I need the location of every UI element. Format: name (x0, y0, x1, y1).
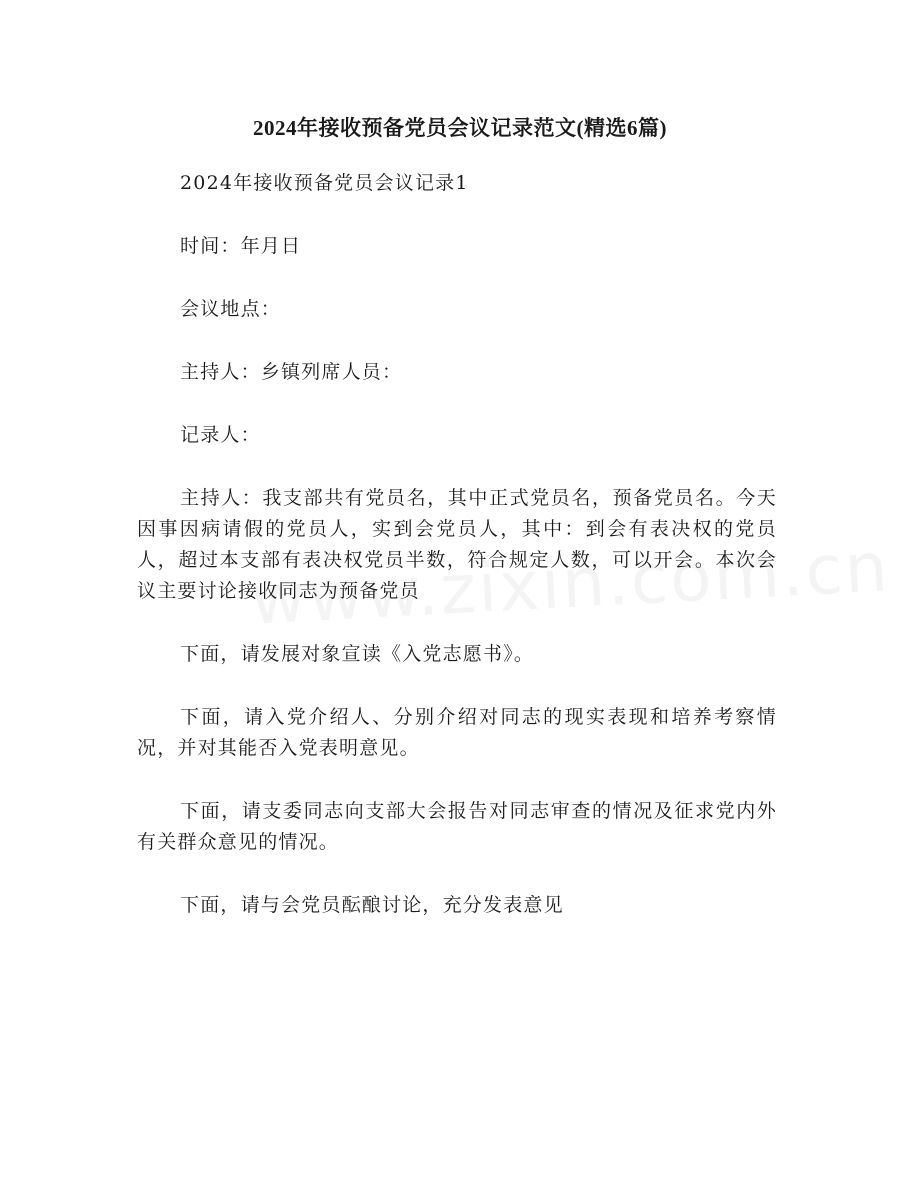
document-body (137, 168, 777, 953)
paragraph-host: 主持人：乡镇列席人员： (180, 361, 403, 383)
paragraph-discussion: 下面，请与会党员酝酿讨论，充分发表意见 (180, 894, 564, 916)
paragraph-committee-report: 下面，请支委同志向支部大会报告对同志审查的情况及征求党内外有关群众意见的情况。 (137, 800, 777, 853)
document-title: 2024年接收预备党员会议记录范文(精选6篇) (253, 116, 667, 140)
paragraph-introducers: 下面，请入党介绍人、分别介绍对同志的现实表现和培养考察情况，并对其能否入党表明意见。 (137, 706, 777, 759)
paragraph-time: 时间：年月日 (180, 235, 302, 257)
paragraph-section-heading: 2024年接收预备党员会议记录1 (180, 172, 469, 194)
paragraph-application-reading: 下面，请发展对象宣读《入党志愿书》。 (180, 643, 535, 665)
paragraph-recorder: 记录人： (180, 424, 261, 446)
paragraph-opening-remarks: 主持人：我支部共有党员名，其中正式党员名，预备党员名。今天因事因病请假的党员人，实到会党员人，其中：到会有表决权的党员人，超过本支部有表决权党员半数，符合规定人数，可以开会。本次会议主要讨论接收同志为预备党员 (137, 487, 777, 602)
paragraph-location: 会议地点： (180, 298, 282, 320)
